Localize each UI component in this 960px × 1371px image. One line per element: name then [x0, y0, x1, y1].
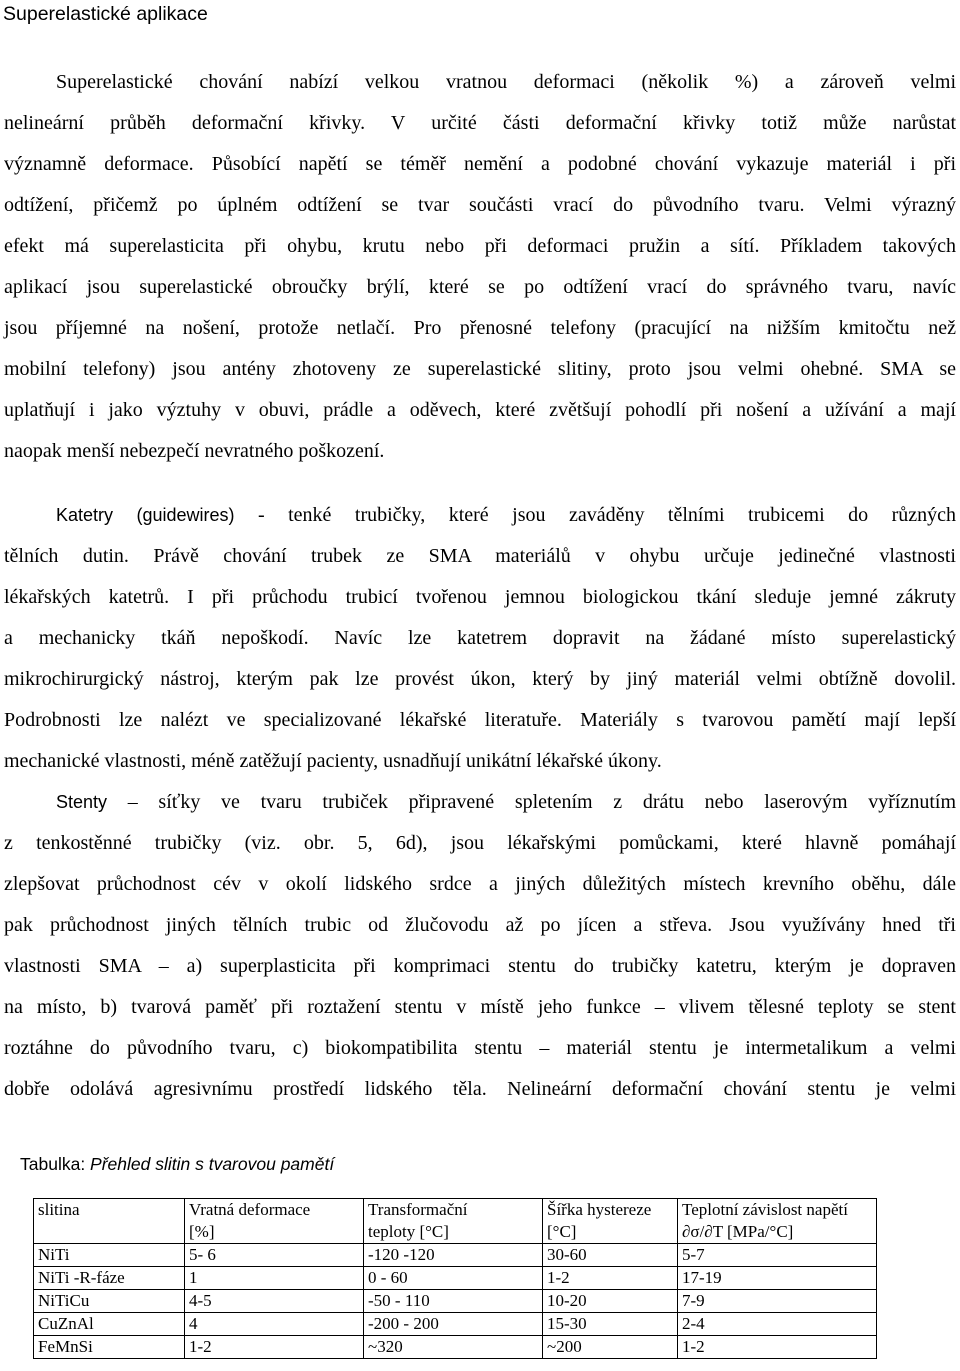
text-line: a mechanicky tkáň nepoškodí. Navíc lze katetrem dopravit na žádané místo superelastický: [4, 627, 956, 649]
page-title: Superelastické aplikace: [3, 3, 208, 25]
table-cell: 17-19: [678, 1267, 877, 1290]
text-line: lékařských katetrů. I při průchodu trubicí tvořenou jemnou biologickou tkání sleduje jemné zákruty: [4, 586, 956, 608]
table-cell: 5-7: [678, 1244, 877, 1267]
text-line: pak průchodnost jiných tělních trubic od žlučovodu až po jícen a střeva. Jsou využívány hned tři: [4, 914, 956, 936]
table-header-row: [34, 1199, 877, 1244]
table-row: [34, 1290, 877, 1313]
text-line: roztáhne do původního tvaru, c) biokompatibilita stentu – materiál stentu je intermetalikum a velmi: [4, 1037, 956, 1059]
text-line: zlepšovat průchodnost cév v okolí lidského srdce a jiných důležitých místech krevního oběhu, dále: [4, 873, 956, 895]
table-row: [34, 1267, 877, 1290]
text-line: nelineární průběh deformační křivky. V určité části deformační křivky totiž může narůstat: [4, 112, 956, 134]
table-cell: 1-2: [185, 1336, 364, 1359]
table-cell: NiTiCu: [34, 1290, 185, 1313]
table-cell: 2-4: [678, 1313, 877, 1336]
text-line: na místo, b) tvarová paměť při roztažení stentu v místě jeho funkce – vlivem tělesné teploty se stent: [4, 996, 956, 1018]
text-line: efekt má superelasticita při ohybu, krutu nebo při deformaci pružin a sítí. Příkladem takových: [4, 235, 956, 257]
table-caption-label: Tabulka:: [20, 1154, 86, 1174]
text-fragment: – síťky ve tvaru trubiček připravené spletením z drátu nebo laserovým vyříznutím: [127, 791, 957, 813]
text-fragment: - tenké trubičky, které jsou zaváděny tělními trubicemi do různých: [258, 504, 957, 526]
table-caption: [20, 1154, 334, 1175]
table-row: [34, 1313, 877, 1336]
section-term-stenty: Stenty: [56, 792, 108, 812]
table-cell: 0 - 60: [364, 1267, 543, 1290]
table-row: [34, 1244, 877, 1267]
header-cell: Vratná deformace [%]: [185, 1199, 364, 1244]
text-line: aplikací jsou superelastické obroučky brýlí, které se po odtížení vrací do správného tvaru, navíc: [4, 276, 956, 298]
table-cell: ~200: [543, 1336, 678, 1359]
table-cell: 1-2: [678, 1336, 877, 1359]
table-cell: 30-60: [543, 1244, 678, 1267]
section-term-katetry: Katetry (guidewires): [56, 505, 235, 525]
table-cell: 7-9: [678, 1290, 877, 1313]
header-cell: Transformační teploty [°C]: [364, 1199, 543, 1244]
header-cell: Teplotní závislost napětí ∂σ/∂T [MPa/°C]: [678, 1199, 877, 1244]
header-cell: slitina: [34, 1199, 185, 1244]
table-cell: CuZnAl: [34, 1313, 185, 1336]
text-line: odtížení, přičemž po úplném odtížení se tvar součásti vrací do původního tvaru. Velmi výrazný: [4, 194, 956, 216]
text-line: z tenkostěnné trubičky (viz. obr. 5, 6d), jsou lékařskými pomůckami, které hlavně pomáhají: [4, 832, 956, 854]
text-line: Podrobnosti lze nalézt ve specializované lékařské literatuře. Materiály s tvarovou pamětí mají lepší: [4, 709, 956, 731]
text-line: naopak menší nebezpečí nevratného poškození.: [4, 440, 385, 462]
text-line: Superelastické chování nabízí velkou vratnou deformaci (několik %) a zároveň velmi: [56, 71, 956, 93]
text-line: vlastnosti SMA – a) superplasticita při komprimaci stentu do trubičky katetru, kterým je dopraven: [4, 955, 956, 977]
table-cell: NiTi: [34, 1244, 185, 1267]
text-line: mikrochirurgický nástroj, kterým pak lze provést úkon, který by jiný materiál velmi obtížně dovolil.: [4, 668, 956, 690]
table-row: [34, 1336, 877, 1359]
text-line: [4, 504, 956, 527]
table-cell: -120 -120: [364, 1244, 543, 1267]
text-line: jsou příjemné na nošení, protože netlačí. Pro přenosné telefony (pracující na nižším kmitočtu než: [4, 317, 956, 339]
text-line: dobře odolává agresivnímu prostředí lidského těla. Nelineární deformační chování stentu je velmi: [4, 1078, 956, 1100]
table-cell: -50 - 110: [364, 1290, 543, 1313]
text-line: tělních dutin. Právě chování trubek ze SMA materiálů v ohybu určuje jedinečné vlastnosti: [4, 545, 956, 567]
table-cell: 5- 6: [185, 1244, 364, 1267]
table-cell: 4-5: [185, 1290, 364, 1313]
text-line: mobilní telefony) jsou antény zhotoveny ze superelastické slitiny, proto jsou velmi ohebné. SMA se: [4, 358, 956, 380]
table-cell: 10-20: [543, 1290, 678, 1313]
table-cell: FeMnSi: [34, 1336, 185, 1359]
table-caption-text: Přehled slitin s tvarovou pamětí: [85, 1154, 335, 1174]
header-cell: Šířka hystereze [°C]: [543, 1199, 678, 1244]
text-line: [4, 791, 956, 814]
table-cell: 15-30: [543, 1313, 678, 1336]
alloy-table: [33, 1198, 877, 1359]
table-cell: ~320: [364, 1336, 543, 1359]
text-line: mechanické vlastnosti, méně zatěžují pacienty, usnadňují unikátní lékařské úkony.: [4, 750, 662, 772]
table-cell: -200 - 200: [364, 1313, 543, 1336]
table-cell: NiTi -R-fáze: [34, 1267, 185, 1290]
table-cell: 1: [185, 1267, 364, 1290]
table-cell: 1-2: [543, 1267, 678, 1290]
text-line: významně deformace. Působící napětí se téměř nemění a podobné chování vykazuje materiál i při: [4, 153, 956, 175]
text-line: uplatňují i jako výztuhy v obuvi, prádle a oděvech, které zvětšují pohodlí při nošení a užívání a mají: [4, 399, 956, 421]
table-cell: 4: [185, 1313, 364, 1336]
